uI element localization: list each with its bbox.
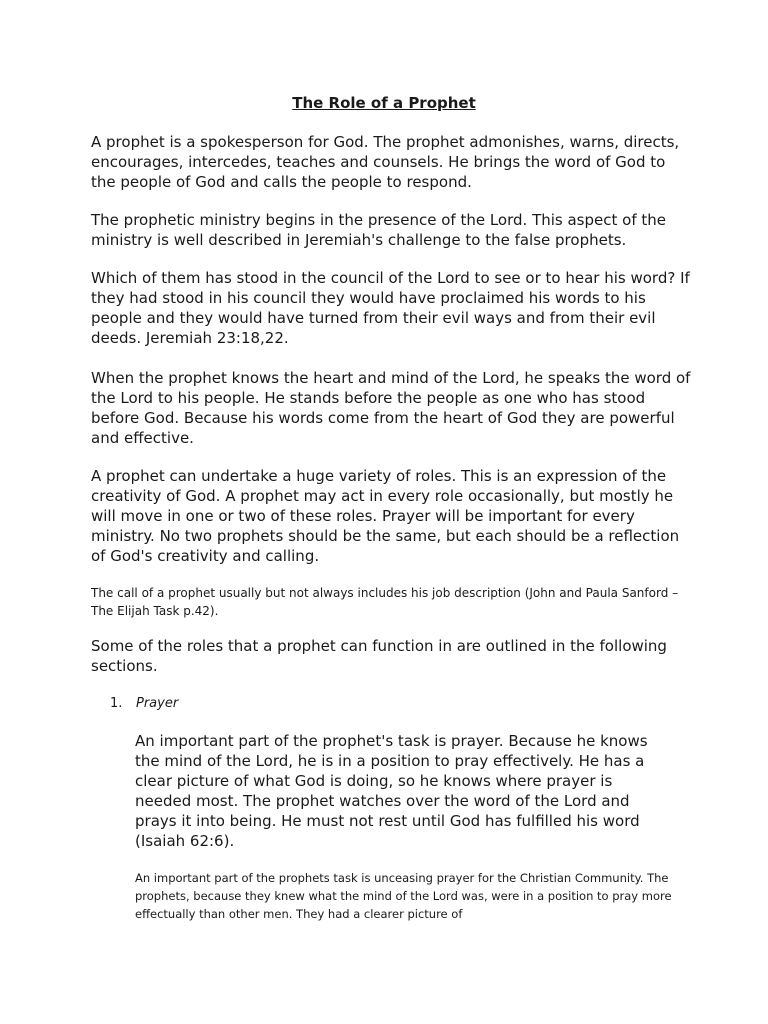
list-number: 1. (110, 696, 123, 711)
paragraph-intro: A prophet is a spokesperson for God. The prophet admonishes, warns, directs, encourages, intercedes, teaches and counsels. He brings the word of God to the people of God and calls the people to respond. (91, 133, 680, 191)
document-title: The Role of a Prophet (292, 94, 476, 112)
list-item-prayer (110, 695, 178, 713)
paragraph-roles: A prophet can undertake a huge variety of roles. This is an expression of the creativity of God. A prophet may act in every role occasionally, but mostly he will move in one or two of these roles. Prayer will be important for every ministry. No two prophets should be the same, but each should be a reflection of God's creativity and calling. (91, 467, 680, 565)
paragraph-heart-of-lord: When the prophet knows the heart and mind of the Lord, he speaks the word of the Lord to his people. He stands before the people as one who has stood before God. Because his words come from the heart of God they are powerful and effective. (91, 369, 691, 447)
paragraph-sections-intro: Some of the roles that a prophet can function in are outlined in the following sections. (91, 637, 667, 675)
quote-prayer: An important part of the prophets task is unceasing prayer for the Christian Community. The prophets, because they knew what the mind of the Lord was, were in a position to pray more effectually than other men. They had a clearer picture of (135, 871, 672, 921)
citation-sanford: The call of a prophet usually but not always includes his job description (John and Paula Sanford – The Elijah Task p.42). (91, 586, 679, 618)
paragraph-prayer: An important part of the prophet's task is prayer. Because he knows the mind of the Lord, he is in a position to pray effectively. He has a clear picture of what God is doing, so he knows where prayer is needed most. The prophet watches over the word of the Lord and prays it into being. He must not rest until God has fulfilled his word (Isaiah 62:6). (135, 732, 648, 850)
paragraph-jeremiah-quote: Which of them has stood in the council of the Lord to see or to hear his word? If they had stood in his council they would have proclaimed his words to his people and they would have turned from their evil ways and from their evil deeds. Jeremiah 23:18,22. (91, 269, 690, 347)
list-label: Prayer (136, 696, 179, 711)
paragraph-ministry: The prophetic ministry begins in the presence of the Lord. This aspect of the ministry is well described in Jeremiah's challenge to the false prophets. (91, 211, 666, 249)
